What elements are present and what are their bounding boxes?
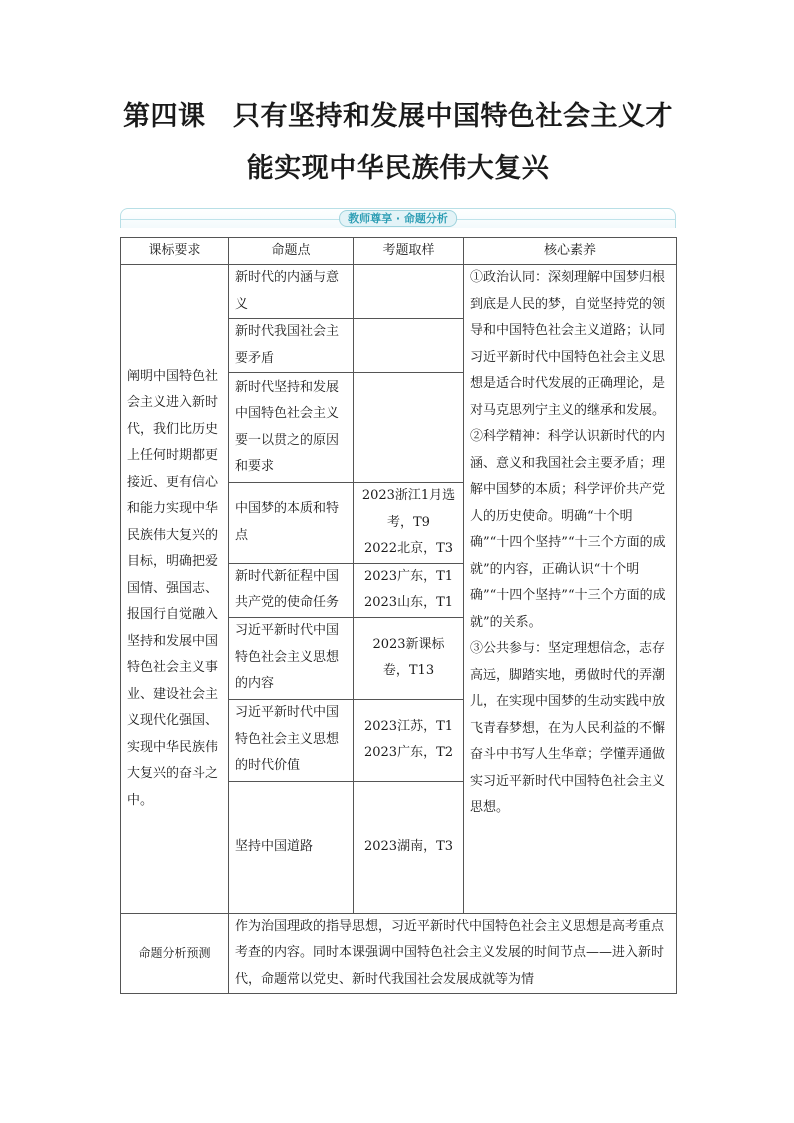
samples-cell <box>354 265 464 319</box>
samples-cell <box>354 699 464 781</box>
point-cell: 习近平新时代中国特色社会主义思想的时代价值 <box>229 699 354 781</box>
point-cell: 新时代我国社会主要矛盾 <box>229 319 354 373</box>
analysis-table <box>120 237 677 994</box>
literacy-item: ③公共参与：坚定理想信念，志存高远，脚踏实地，勇做时代的弄潮儿，在实现中国梦的生动实践中放飞青春梦想，在为人民利益的不懈奋斗中书写人生华章；学懂弄通做实习近平新时代中国特色社会主义思想。 <box>470 641 666 815</box>
header-requirement: 课标要求 <box>121 238 229 265</box>
prediction-text: 作为治国理政的指导思想，习近平新时代中国特色社会主义思想是高考重点考查的内容。同时本课强调中国特色社会主义发展的时间节点——进入新时代，命题常以党史、新时代我国社会发展成就等为情 <box>229 913 677 994</box>
samples-cell <box>354 319 464 373</box>
sample-item: 2023江苏，T1 <box>363 718 454 734</box>
header-samples: 考题取样 <box>354 238 464 265</box>
samples-cell <box>354 373 464 483</box>
sample-item: 2023浙江1月选考，T9 <box>361 488 456 530</box>
literacy-cell <box>464 265 677 914</box>
sample-item: 2023山东，T1 <box>363 595 454 610</box>
header-literacy: 核心素养 <box>464 238 677 265</box>
samples-cell: 2023湖南，T3 <box>354 781 464 913</box>
samples-cell <box>354 483 464 564</box>
requirement-cell: 阐明中国特色社会主义进入新时代，我们比历史上任何时期都更接近、更有信心和能力实现中华民族伟大复兴的目标，明确把爱国情、强国志、报国行自觉融入坚持和发展中国特色社会主义事业、建设社会主义现代化强国、实现中华民族伟大复兴的奋斗之中。 <box>121 265 229 914</box>
samples-cell <box>354 563 464 617</box>
point-cell: 习近平新时代中国特色社会主义思想的内容 <box>229 617 354 699</box>
literacy-item: ①政治认同：深刻理解中国梦归根到底是人民的梦，自觉坚持党的领导和中国特色社会主义道路；认同习近平新时代中国特色社会主义思想是适合时代发展的正确理论，是对马克思列宁主义的继承和发展。 <box>470 270 666 418</box>
section-banner <box>120 208 676 228</box>
table-header-row <box>121 238 677 265</box>
point-cell: 中国梦的本质和特点 <box>229 483 354 564</box>
literacy-item: ②科学精神：科学认识新时代的内涵、意义和我国社会主要矛盾；理解中国梦的本质；科学评价共产党人的历史使命。明确“十个明确”“十四个坚持”“十三个方面的成就”的内容，正确认识“十个明确”“十四个坚持”“十三个方面的成就”的关系。 <box>470 429 666 630</box>
sample-item: 2023广东，T2 <box>363 745 454 760</box>
samples-cell: 2023新课标卷，T13 <box>354 617 464 699</box>
page-title-line-2: 能实现中华民族伟大复兴 <box>246 153 550 184</box>
sample-item: 2023广东，T1 <box>363 568 454 584</box>
prediction-row <box>121 913 677 994</box>
point-cell: 新时代新征程中国共产党的使命任务 <box>229 563 354 617</box>
sample-item: 2022北京，T3 <box>363 541 454 556</box>
prediction-label: 命题分析预测 <box>121 913 229 994</box>
header-point: 命题点 <box>229 238 354 265</box>
point-cell: 新时代坚持和发展中国特色社会主义要一以贯之的原因和要求 <box>229 373 354 483</box>
point-cell: 新时代的内涵与意义 <box>229 265 354 319</box>
point-cell: 坚持中国道路 <box>229 781 354 913</box>
page-title-line-1: 第四课 只有坚持和发展中国特色社会主义才 <box>123 101 673 132</box>
table-row <box>121 265 677 319</box>
banner-label: 教师尊享 · 命题分析 <box>339 210 457 227</box>
